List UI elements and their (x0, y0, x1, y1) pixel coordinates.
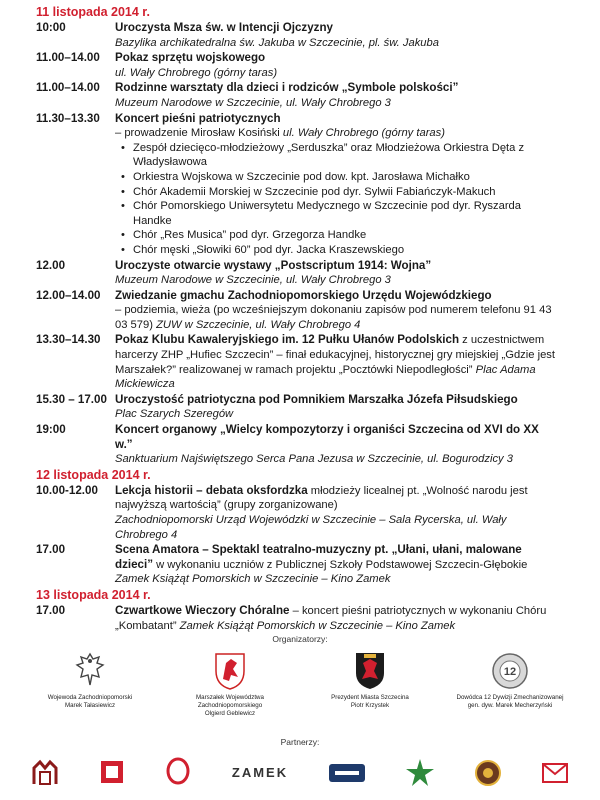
event-detail (115, 36, 556, 51)
event-title: Lekcja historii – debata oksfordzka (115, 483, 308, 497)
performer-item: • Chór Pomorskiego Uniwersytetu Medycznego w Szczecinie pod dyr. Ryszarda Handke (121, 199, 556, 228)
event-body (115, 393, 556, 422)
centre-logo-icon (97, 757, 127, 794)
event-time: 11.00–14.00 (36, 51, 100, 65)
event-venue: ul. Wały Chrobrego (górny taras) (282, 127, 445, 140)
performer-item: • Chór „Res Musica” pod dyr. Grzegorza Handke (121, 228, 556, 243)
event-headline (115, 289, 556, 304)
event-entry (36, 259, 556, 288)
event-detail-text: Plac Szarych Szeregów (115, 408, 234, 421)
event-body (115, 21, 556, 50)
event-detail (115, 513, 556, 542)
performer-item: • Orkiestra Wojskowa w Szczecinie pod dow. kpt. Jarosława Michałko (121, 170, 556, 185)
partner-logo (473, 754, 503, 798)
event-body (115, 423, 556, 467)
castle-logo-icon (229, 762, 291, 789)
griffin-shield-icon (165, 651, 295, 691)
event-description: w wykonaniu uczniów z Publicznej Szkoły Podstawowej Szczecin-Głębokie (153, 558, 528, 571)
event-body (115, 51, 556, 80)
event-time: 12.00–14.00 (36, 288, 101, 302)
postcard-logo-icon (540, 758, 570, 793)
event-entry (36, 112, 556, 258)
event-title: Uroczyste otwarcie wystawy „Postscriptum 1914: Wojna” (115, 258, 432, 272)
event-entry (36, 484, 556, 542)
event-detail-text: Zachodniopomorski Urząd Wojewódzki w Szczecinie – Sala Rycerska, ul. Wały Chrobrego 4 (115, 514, 507, 541)
event-detail-text: – podziemia, wieża (po wcześniejszym dokonaniu zapisów pod numerem telefonu 91 43 03 579) (115, 304, 552, 331)
event-title: Pokaz sprzętu wojskowego (115, 51, 266, 65)
organizer (165, 651, 295, 718)
eagle-emblem-icon (25, 651, 155, 691)
event-description: – koncert pieśni patriotycznych w wykonaniu Chóru „Kombatant” (115, 604, 547, 632)
event-detail (115, 273, 556, 288)
day-date: 13 listopada 2014 r. (36, 587, 151, 602)
partners-heading: Partnerzy: (280, 737, 320, 747)
event-description: z uczestnictwem harcerzy ZHP „Hufiec Szczecin” – finał edukacyjnej, historycznej gry miejskiej „Gdzie jest Marszałek?” realizowanej w ramach projektu „Pocztówki Niepodległości” (115, 334, 555, 376)
event-detail (115, 572, 556, 587)
organizer-title: Dowódca 12 Dywizji Zmechanizowanej (456, 693, 564, 701)
organizer-name: Olgierd Geblewicz (204, 709, 256, 717)
performers-list (115, 141, 556, 258)
event-headline (115, 333, 556, 391)
event-entry (36, 393, 556, 422)
scouts-logo-icon (404, 757, 436, 794)
event-detail-text: Zamek Książąt Pomorskich w Szczecinie – Kino Zamek (115, 573, 391, 586)
event-entry (36, 543, 556, 587)
event-detail-text: Muzeum Narodowe w Szczecinie, ul. Wały Chrobrego 3 (115, 96, 391, 109)
event-body (115, 543, 556, 587)
performer-item: • Chór Akademii Morskiej w Szczecinie pod dyr. Sylwii Fabiańczyk-Makuch (121, 185, 556, 200)
event-venue: Plac Adama Mickiewicza (115, 363, 536, 391)
performer-item: • Zespół dziecięco-młodzieżowy „Serduszka” oraz Młodzieżowa Orkiestra Dęta z Władysławowa (121, 141, 556, 170)
event-time: 17.00 (36, 543, 66, 557)
event-entry (36, 289, 556, 333)
event-time: 11.30–13.30 (36, 111, 100, 125)
organizer (445, 651, 575, 718)
event-title: Scena Amatora – Spektakl teatralno-muzyczny pt. „Ułani, ułani, malowane dzieci” (115, 543, 522, 571)
event-body (115, 604, 556, 633)
radio-logo-icon (327, 760, 367, 791)
event-time: 13.30–14.30 (36, 333, 101, 347)
svg-text:12: 12 (503, 665, 517, 678)
organizer-name: Marek Tałasiewicz (64, 701, 116, 709)
event-time: 15.30 – 17.00 (36, 392, 107, 406)
event-headline (115, 423, 556, 452)
event-entry (36, 604, 556, 633)
event-detail-text: ul. Wały Chrobrego (górny taras) (115, 66, 278, 79)
day-date: 12 listopada 2014 r. (36, 467, 151, 482)
event-entry (36, 51, 556, 80)
organizer (25, 651, 155, 718)
event-entry (36, 333, 556, 391)
partner-logo (164, 754, 192, 798)
event-detail-text: Muzeum Narodowe w Szczecinie, ul. Wały Chrobrego 3 (115, 274, 391, 287)
partner-logo (97, 754, 127, 798)
organizer-title: Prezydent Miasta Szczecina (331, 693, 409, 701)
event-body (115, 112, 556, 258)
event-detail-text: Sanktuarium Najświętszego Serca Pana Jezusa w Szczecinie, ul. Bogurodzicy 3 (115, 453, 513, 466)
organizers-row (0, 647, 600, 718)
organizer-title: Marszałek Województwa Zachodniopomorskiego (196, 693, 264, 709)
event-time: 19:00 (36, 423, 66, 437)
schedule (36, 4, 556, 633)
event-title: Czwartkowe Wieczory Chóralne (115, 603, 290, 617)
event-title: Zwiedzanie gmachu Zachodniopomorskiego Urzędu Wojewódzkiego (115, 288, 492, 302)
event-body (115, 259, 556, 288)
event-headline (115, 259, 556, 274)
event-body (115, 484, 556, 542)
event-time: 11.00–14.00 (36, 81, 100, 95)
event-headline (115, 51, 556, 66)
event-entry (36, 21, 556, 50)
event-title: Pokaz Klubu Kawaleryjskiego im. 12 Pułku Ułanów Podolskich (115, 333, 460, 347)
event-detail (115, 303, 556, 332)
organizer-title: Wojewoda Zachodniopomorski (47, 693, 133, 701)
event-body (115, 289, 556, 333)
organizer-name: Piotr Krzystek (350, 701, 390, 709)
event-headline (115, 604, 556, 633)
day-date: 11 listopada 2014 r. (36, 5, 150, 19)
event-time: 10:00 (36, 21, 66, 34)
partner-logo (327, 754, 367, 798)
event-venue: Zamek Książąt Pomorskich w Szczecinie – Kino Zamek (179, 619, 456, 632)
event-entry (36, 81, 556, 110)
event-title: Uroczysta Msza św. w Intencji Ojczyzny (115, 21, 333, 34)
emblem-logo-icon (473, 757, 503, 794)
event-detail (115, 96, 556, 111)
museum-logo-icon (30, 758, 60, 793)
event-description: młodzieży licealnej pt. „Wolność narodu jest najwyższą wartością” (grupy zorganizowane) (115, 484, 528, 512)
event-headline (115, 484, 556, 513)
performer-item: • Chór męski „Słowiki 60” pod dyr. Jacka Kraszewskiego (121, 243, 556, 258)
event-headline (115, 393, 556, 408)
event-detail (115, 126, 556, 141)
organizers-heading: Organizatorzy: (272, 634, 328, 644)
event-detail (115, 407, 556, 422)
organizer (305, 651, 435, 718)
event-entry (36, 423, 556, 467)
event-headline (115, 543, 556, 572)
partner-logo (229, 754, 291, 798)
event-body (115, 333, 556, 391)
partners-row (0, 750, 600, 798)
event-detail (115, 452, 556, 467)
partner-logo (404, 754, 436, 798)
event-title: Koncert pieśni patriotycznych (115, 111, 281, 125)
event-body (115, 81, 556, 110)
event-time: 12.00 (36, 258, 66, 272)
event-headline (115, 21, 556, 36)
event-time: 10.00-12.00 (36, 483, 98, 497)
organizers-section (0, 632, 600, 718)
division-badge-icon (445, 651, 575, 691)
partner-logo (30, 754, 60, 798)
event-title: Uroczystość patriotyczna pod Pomnikiem Marszałka Józefa Piłsudskiego (115, 392, 518, 406)
partners-section (0, 735, 600, 798)
event-time: 17.00 (36, 603, 66, 617)
city-crest-icon (305, 651, 435, 691)
event-title: Koncert organowy „Wielcy kompozytorzy i organiści Szczecina od XVI do XX w.” (115, 423, 539, 451)
svg-text:ZAMEK: ZAMEK (231, 765, 288, 781)
event-detail-text: – prowadzenie Mirosław Kosiński (115, 127, 283, 140)
event-detail-text: Bazylika archikatedralna św. Jakuba w Szczecinie, pl. św. Jakuba (115, 36, 439, 49)
event-headline (115, 112, 556, 127)
opera-logo-icon (164, 757, 192, 794)
event-detail (115, 66, 556, 81)
event-headline (115, 81, 556, 96)
partner-logo (540, 754, 570, 798)
event-title: Rodzinne warsztaty dla dzieci i rodziców „Symbole polskości” (115, 81, 459, 95)
organizer-name: gen. dyw. Marek Mecherzyński (467, 701, 553, 709)
event-venue: ZUW w Szczecinie, ul. Wały Chrobrego 4 (156, 318, 361, 331)
